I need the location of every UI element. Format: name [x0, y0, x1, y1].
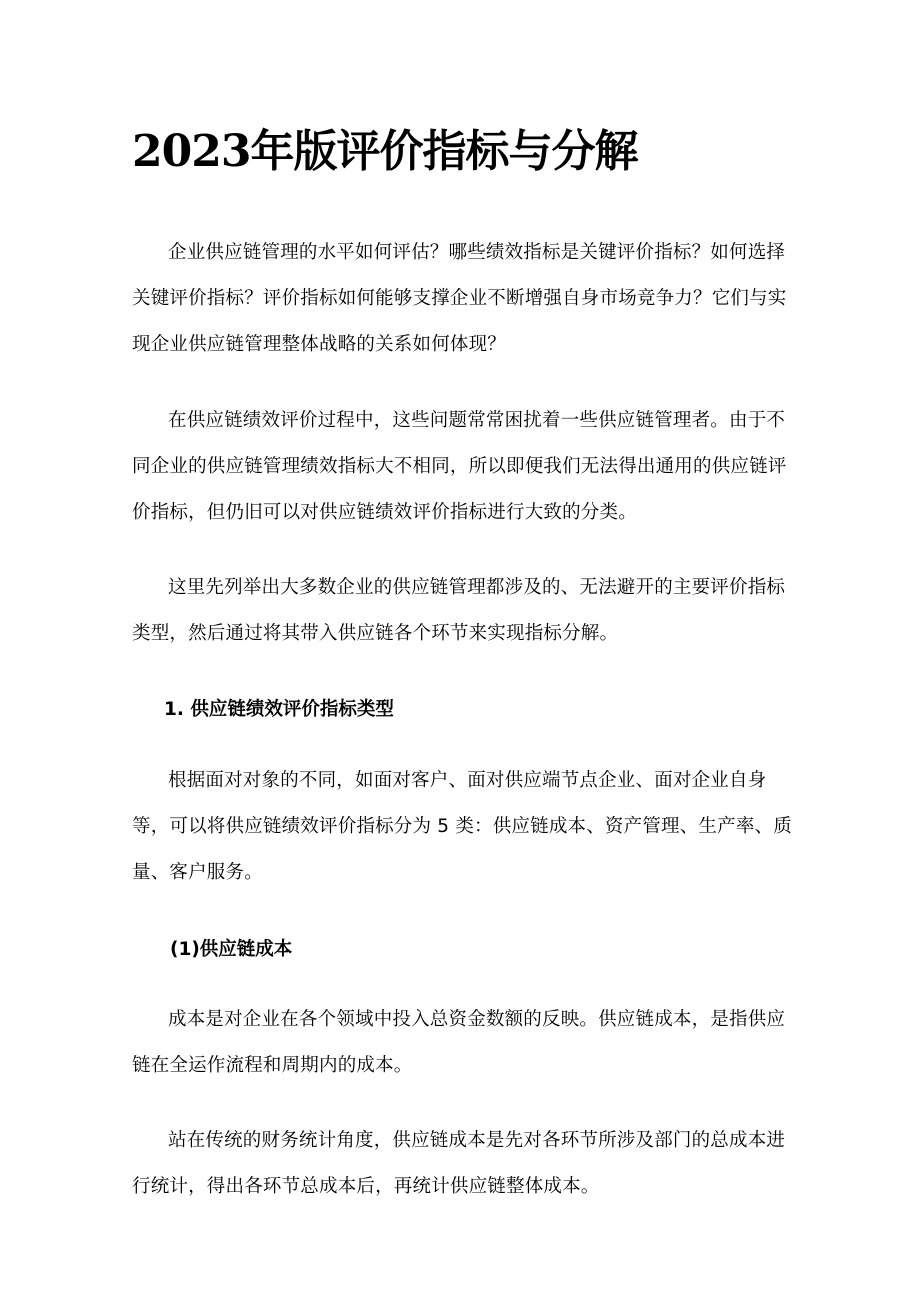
paragraph-indicator-overview: 这里先列举出大多数企业的供应链管理都涉及的、无法避开的主要评价指标类型，然后通过将其带入供应链各个环节来实现指标分解。	[132, 577, 786, 644]
paragraph-cost-definition: 成本是对企业在各个领域中投入总资金数额的反映。供应链成本，是指供应链在全运作流程和周期内的成本。	[132, 1009, 786, 1076]
section-heading: 1. 供应链绩效评价指标类型	[164, 699, 394, 720]
subsection-heading: (1)供应链成本	[170, 939, 293, 960]
paragraph-cost-statistics: 站在传统的财务统计角度，供应链成本是先对各环节所涉及部门的总成本进行统计，得出各环节总成本后，再统计供应链整体成本。	[132, 1130, 786, 1197]
paragraph-intro-questions: 企业供应链管理的水平如何评估？哪些绩效指标是关键评价指标？如何选择关键评价指标？评价指标如何能够支撑企业不断增强自身市场竞争力？它们与实现企业供应链管理整体战略的关系如何体现？	[132, 242, 787, 355]
document-title: 2023年版评价指标与分解	[132, 126, 638, 177]
paragraph-indicator-categories: 根据面对对象的不同，如面对客户、面对供应端节点企业、面对企业自身等，可以将供应链绩效评价指标分为 5 类：供应链成本、资产管理、生产率、质量、客户服务。	[132, 770, 792, 883]
paragraph-evaluation-context: 在供应链绩效评价过程中，这些问题常常困扰着一些供应链管理者。由于不同企业的供应链管理绩效指标大不相同，所以即便我们无法得出通用的供应链评价指标，但仍旧可以对供应链绩效评价指标进行大致的分类。	[132, 410, 787, 523]
